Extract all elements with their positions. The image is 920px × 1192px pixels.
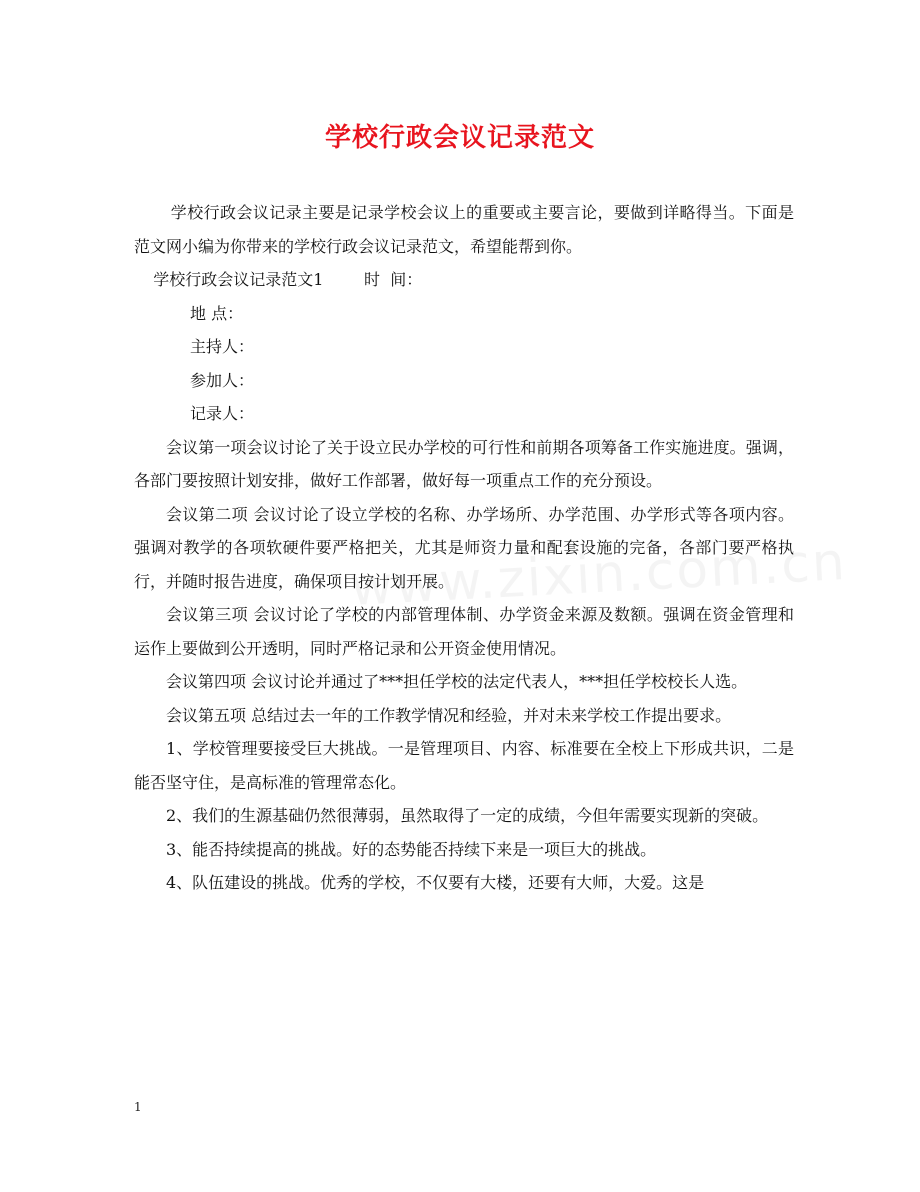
body-paragraph: 会议第一项会议讨论了关于设立民办学校的可行性和前期各项筹备工作实施进度。强调，各部门要按照计划安排，做好工作部署，做好每一项重点工作的充分预设。 [134, 437, 794, 490]
body-paragraph: 3、能否持续提高的挑战。好的态势能否持续下来是一项巨大的挑战。 [166, 839, 657, 859]
intro-paragraph: 学校行政会议记录主要是记录学校会议上的重要或主要言论，要做到详略得当。下面是范文网小编为你带来的学校行政会议记录范文，希望能帮到你。 [134, 203, 794, 256]
body-paragraph: 会议第二项 会议讨论了设立学校的名称、办学场所、办学范围、办学形式等各项内容。强调对教学的各项软硬件要严格把关，尤其是师资力量和配套设施的完备，各部门要严格执行，并随时报告进度，确保项目按计划开展。 [134, 504, 794, 591]
field-host: 主持人： [190, 337, 255, 356]
page-number: 1 [134, 1100, 142, 1114]
field-location: 地 点： [190, 303, 244, 323]
document-title: 学校行政会议记录范文 [324, 123, 595, 153]
sample-heading-line: 学校行政会议记录范文1 时 间： [153, 270, 423, 289]
body-paragraph: 1、学校管理要接受巨大挑战。一是管理项目、内容、标准要在全校上下形成共识，二是能否坚守住，是高标准的管理常态化。 [134, 739, 794, 792]
field-participants: 参加人： [190, 370, 255, 390]
body-paragraph: 会议第四项 会议讨论并通过了***担任学校的法定代表人，***担任学校校长人选。 [166, 672, 748, 691]
body-paragraph: 2、我们的生源基础仍然很薄弱，虽然取得了一定的成绩，今但年需要实现新的突破。 [166, 806, 769, 825]
field-recorder: 记录人： [190, 404, 255, 423]
document-body [134, 196, 794, 900]
body-paragraph: 会议第三项 会议讨论了学校的内部管理体制、办学资金来源及数额。强调在资金管理和运作上要做到公开透明，同时严格记录和公开资金使用情况。 [134, 605, 794, 658]
body-paragraph: 4、队伍建设的挑战。优秀的学校，不仅要有大楼，还要有大师，大爱。这是 [166, 873, 705, 892]
body-paragraph: 会议第五项 总结过去一年的工作教学情况和经验，并对未来学校工作提出要求。 [166, 705, 732, 725]
